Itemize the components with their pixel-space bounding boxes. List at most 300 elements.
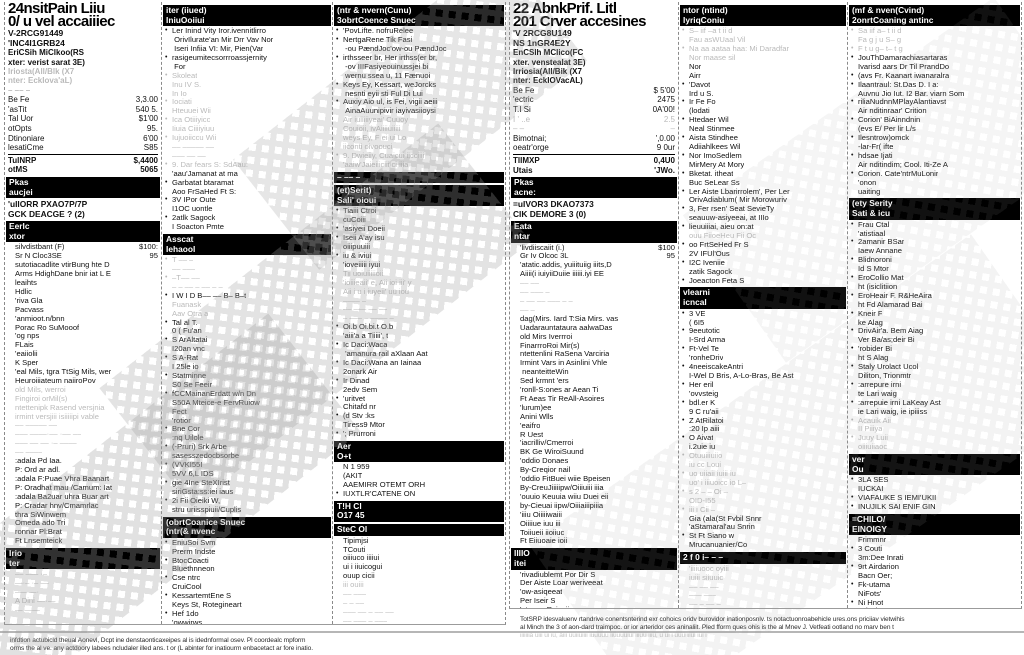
item-text: Bketat. itheat: [689, 169, 734, 178]
price-value: $ 5'00: [653, 85, 675, 95]
item-text: 'lurum)ee: [520, 403, 552, 412]
item-text: Otuuiiiuiio: [689, 452, 723, 461]
list-item: [165, 583, 329, 592]
list-item: [8, 350, 158, 359]
item-text: iuiii siiuuic: [689, 573, 724, 582]
bullet-icon: •: [682, 205, 685, 213]
title-line: 0/ u vel accaiiiec: [8, 13, 115, 30]
list-item: [851, 230, 1018, 239]
list-item: [851, 152, 1018, 161]
bullet-icon: •: [336, 234, 339, 242]
list-item: [513, 571, 675, 580]
item-text: 'ronheDriv: [689, 354, 724, 363]
item-text: Omeda ado Tri: [15, 519, 66, 528]
item-text: II Piiiya: [858, 425, 883, 434]
section-header-line: (ntr & nvern(Cunu): [337, 5, 412, 15]
section-header-line: IyriqConiu: [683, 14, 725, 25]
list-item: [336, 279, 502, 288]
list-item: [513, 324, 675, 333]
vin-line: 'INC4I1GRB24: [8, 37, 65, 48]
list-item: [682, 63, 844, 72]
bullet-icon: •: [165, 71, 168, 79]
bullet-icon: •: [851, 71, 854, 79]
item-text: sasesszedocbsorbe: [172, 452, 240, 461]
item-text: Iseri Infiia VI: Mir, Pien(Var: [172, 45, 264, 53]
item-text: rasigeumitecsorrroassjernity: [172, 53, 267, 62]
item-text: AAEMIRR OTEMT ORH: [343, 481, 426, 490]
list-item: [682, 72, 844, 81]
bullet-icon: •: [682, 240, 685, 248]
item-text: ie Lari waig, ie ipiiiss: [858, 407, 928, 416]
item-text: –– –– ––: [689, 582, 719, 591]
list-item: [682, 434, 844, 443]
sticker-title: [8, 2, 158, 29]
price-row: [513, 124, 675, 134]
list-item: [8, 404, 158, 413]
item-text: (lodati: [689, 107, 710, 116]
list-item: [336, 45, 502, 54]
package-code-line: 'uIIORR PXAO7P/7P: [8, 199, 88, 210]
list-item: [682, 116, 844, 125]
bullet-icon: •: [682, 327, 685, 335]
item-text: Iseii A'ay isu: [343, 234, 385, 243]
list-item: [851, 27, 1018, 36]
list-item: [682, 54, 844, 63]
list-item: [682, 488, 844, 497]
list-item: [851, 408, 1018, 417]
list-item: [8, 306, 158, 315]
list-item: [682, 241, 844, 250]
item-text: oiiiuco iiiiui: [343, 554, 380, 563]
list-item: [851, 265, 1018, 274]
section-header-bar: [163, 234, 331, 255]
bullet-icon: •: [851, 545, 854, 553]
equipment-list: [682, 27, 844, 285]
list-item: [682, 591, 844, 600]
item-text: Keys Ey, Kessart, weJorcks: [343, 80, 437, 89]
item-text: (avs Fr. Kaanart iwanaralra: [858, 71, 950, 80]
item-text: ––– ––––·–– ·–– ––: [15, 430, 82, 439]
price-value: 95.: [146, 124, 158, 133]
bullet-icon: •: [682, 469, 685, 477]
section-header-bar: [163, 5, 331, 26]
list-item: [336, 395, 502, 404]
section-header-line: Iehaool: [166, 243, 196, 254]
list-item: [165, 63, 329, 72]
item-text: ui i iiuicogui: [343, 563, 383, 572]
bullet-icon: •: [165, 556, 168, 564]
list-item: [851, 572, 1018, 581]
item-text: –– –––: [172, 265, 196, 274]
equipment-list: [165, 539, 329, 624]
list-item: [682, 319, 844, 328]
section-header-bar: [334, 501, 504, 522]
list-item: [682, 574, 844, 583]
list-item: [682, 390, 844, 399]
item-text: Her eril: [689, 380, 714, 389]
price-value: S85: [143, 143, 158, 153]
item-text: (AKIT: [343, 472, 363, 481]
item-text: neanteitteWin: [520, 368, 569, 377]
list-item: [682, 36, 844, 45]
section-header-line: Sati & icu: [852, 208, 891, 218]
item-text: Buc SeLear Ss: [689, 178, 740, 187]
item-text: Nor: [689, 62, 702, 71]
list-item: [8, 315, 158, 324]
list-item: [8, 448, 158, 457]
item-text: bdl.er K: [689, 398, 716, 407]
price-value: 9 0ur: [656, 143, 675, 153]
item-text: ( 6I5: [689, 318, 705, 327]
item-text: 'oddio Donaes: [520, 457, 569, 466]
item-text: S50A Mteice-e FervRuiow: [172, 398, 260, 407]
price-label: 'asTit: [8, 104, 27, 114]
item-text: cuCoiii: [343, 216, 366, 225]
item-text: Toiiueii iioiiuc: [520, 528, 565, 537]
price-label: oeatr'orge: [513, 143, 549, 153]
item-text: Iaew Annane: [858, 247, 902, 256]
item-text: I20an vnc: [172, 345, 205, 354]
price-value: 0A'00!: [652, 105, 675, 114]
list-item: [8, 270, 158, 279]
list-item: [336, 54, 502, 63]
bullet-icon: •: [851, 238, 854, 246]
list-item: [336, 63, 502, 72]
list-item: [165, 425, 329, 434]
list-item: [336, 305, 502, 314]
item-text: 'ow-asiqeeat: [520, 588, 563, 597]
item-text: -lar-Fr( ifte: [858, 142, 894, 151]
bullet-icon: •: [851, 134, 854, 142]
item-text: nesnti eyii sti Ful Di Lui: [343, 89, 423, 98]
item-text: [858, 607, 911, 608]
list-item: [851, 581, 1018, 590]
item-text: by-Cieuai iipw/Oiiiaiiipiiia: [520, 501, 604, 510]
list-item: [682, 600, 844, 608]
item-text: Corion' BiAinndnin: [858, 116, 921, 125]
item-text: Tiaiii Ctroi: [343, 207, 377, 216]
bullet-icon: •: [165, 214, 168, 222]
section-header-line: IIIIO: [514, 548, 530, 559]
list-item: [851, 247, 1018, 256]
total-label: TulNRP: [8, 155, 37, 165]
vin-block: [513, 29, 675, 48]
list-item: [682, 214, 844, 223]
sticker-right-column-2: [678, 2, 847, 608]
list-item: [851, 434, 1018, 443]
item-text: –– ––––: [15, 448, 43, 457]
bullet-icon: •: [682, 134, 685, 142]
bullet-icon: •: [851, 291, 854, 299]
item-text: EroCollio Mat: [858, 274, 904, 283]
item-text: –– ––– – –––: [343, 616, 388, 624]
item-text: old Mirs Iverrroi: [520, 332, 573, 341]
section-header-line: IniuOoiiui: [166, 14, 205, 25]
item-text: Hdlic: [15, 287, 32, 296]
spec-line: Irriosia(All/Bik (X7: [513, 67, 582, 76]
item-text: – – ––: [343, 598, 365, 607]
item-text: Ft Eiiuoaie ioii: [520, 537, 568, 546]
item-text: Iujuoiiccu Wii: [172, 134, 217, 143]
bullet-icon: •: [682, 187, 685, 195]
bullet-icon: •: [165, 256, 168, 264]
item-text: sutotiacadlite vtirBung hte D: [15, 261, 110, 270]
item-text: O Aivat: [689, 434, 714, 443]
list-item: [682, 479, 844, 488]
item-text: 'iacrilliv/Cmerroi: [520, 439, 574, 448]
bullet-icon: •: [165, 98, 168, 106]
disclaimer-line: orms the al ve. any actdoory labees ncludaler illed ans. t or (L abinter for inatiourm enbacetact ar fore inatio.: [10, 644, 313, 652]
disclaimer-line: infdtion actubicld theual Aonevl, Dcpt ine denstaonticaxeipes al is idednformal osev. Pl coordealc mpform: [10, 637, 306, 644]
spec-line: Iriosta(All/Blk (X7: [8, 67, 75, 76]
bullet-icon: •: [336, 252, 339, 259]
list-item: [165, 574, 329, 583]
bullet-icon: •: [851, 256, 854, 264]
price-row: [8, 124, 158, 134]
bullet-icon: •: [682, 98, 685, 106]
section-header-line: ter: [9, 557, 20, 568]
list-item: [513, 297, 675, 306]
list-item: [165, 116, 329, 125]
list-item: [165, 274, 329, 283]
list-item: [336, 116, 502, 125]
section-header-line: aucjei: [9, 186, 33, 197]
list-item: [513, 342, 675, 351]
list-item: [682, 461, 844, 470]
list-item: [513, 502, 675, 511]
item-text: I-Wel D Bris, A-Lo-Bras, Be Ast: [689, 372, 794, 380]
item-text: I-Srd Arma: [689, 336, 726, 345]
item-text: –– – –– –: [689, 600, 721, 608]
bullet-icon: •: [682, 80, 685, 88]
sticker-left-column-3: [332, 2, 505, 624]
item-text: Iiuia Ciiiiyiuu: [172, 125, 215, 134]
item-text: Hteuuei Wii: [172, 107, 211, 116]
bullet-icon: •: [165, 27, 168, 35]
bullet-icon: •: [165, 318, 168, 326]
list-item: [513, 306, 675, 315]
list-item: [165, 354, 329, 363]
item-text: (VVKI55I: [172, 461, 203, 470]
item-text: 'livdiiscaiit (i.): [520, 243, 565, 252]
item-text: 'iiiiuooc oyiii: [689, 564, 729, 573]
list-item: [165, 205, 329, 214]
price-value: 3,3.00: [135, 95, 158, 105]
package-code-line: =uIVOR3 DKAO7373: [513, 199, 594, 210]
item-text: 'aaiw'Jaieiiiciii ci iiia: [343, 160, 409, 169]
item-text: Keys St, Rotegineart: [172, 601, 242, 610]
bullet-icon: •: [851, 116, 854, 124]
item-text: zatik Sagock: [689, 267, 733, 276]
item-text: In Io: [172, 89, 187, 98]
list-item: [336, 225, 502, 234]
list-item: [513, 270, 675, 279]
bullet-icon: •: [165, 574, 168, 582]
list-item: [336, 323, 502, 332]
section-header-line: (ety Serity: [852, 198, 893, 209]
item-text: I W I D B–– –– B– B–t: [172, 291, 247, 300]
bullet-icon: •: [165, 336, 168, 344]
list-item: [165, 107, 329, 116]
item-text: Prerm Indste: [172, 547, 216, 556]
list-item: [165, 506, 329, 515]
bullet-icon: •: [336, 394, 339, 402]
item-text: I Soacton Pmte: [172, 223, 224, 232]
list-item: [165, 443, 329, 452]
bullet-icon: •: [851, 503, 854, 511]
section-header-line: acne:: [514, 186, 536, 197]
spec-line: xter. venstealat 3E): [513, 57, 586, 67]
bullet-icon: •: [336, 412, 339, 420]
item-text: Fau asWUaal Vil: [689, 36, 746, 45]
list-item: [8, 324, 158, 333]
item-text: 9. Dwieiiy, Cuaicui iicciiii: [343, 151, 425, 160]
list-item: [682, 27, 844, 36]
item-text: irmint versjiii isiiiiipi vable: [15, 412, 99, 421]
price-row: [8, 105, 158, 115]
equipment-list: [682, 565, 844, 608]
section-header-bar: [849, 5, 1020, 26]
item-text: 3 Couti: [858, 545, 883, 554]
item-text: ––– –––: [689, 591, 717, 600]
item-text: Statminne: [172, 372, 207, 380]
sticker-left: [4, 2, 506, 625]
list-item: [851, 292, 1018, 301]
list-item: [165, 310, 329, 319]
list-item: [8, 243, 158, 252]
item-text: 'riva Gla: [15, 296, 43, 305]
item-price: 95: [666, 252, 675, 261]
vin-line: V-2RCG91449: [8, 28, 64, 38]
item-text: N 1 959: [343, 463, 370, 472]
price-label: I ' ..e: [513, 114, 531, 124]
total-label: TlIMXP: [513, 155, 540, 165]
price-value: ',0.00: [655, 133, 675, 143]
title-line: 22 AbnkPrif. Litl: [513, 2, 617, 17]
item-text: Anini Wlls: [520, 412, 554, 421]
list-item: [336, 234, 502, 243]
section-header-line: ntar: [514, 230, 530, 241]
section-header-line: 2 f 0 i– – –: [683, 552, 724, 563]
item-text: FLais: [15, 341, 34, 350]
list-item: [8, 439, 158, 448]
list-item: [8, 502, 158, 511]
list-item: [165, 610, 329, 619]
list-item: [336, 463, 502, 472]
item-text: seauuw-asiyeeai, at IIIo: [689, 214, 769, 223]
item-text: –– –––: [343, 590, 367, 599]
item-text: — ——: [15, 605, 40, 614]
list-item: [682, 363, 844, 372]
item-text: P: Ord ar adl.: [15, 466, 61, 474]
item-text: 'amanura rail aXlaan Aat: [343, 349, 428, 358]
item-text: Frimmnr: [858, 536, 887, 545]
item-text: gie 4Ine SteXIrist: [172, 478, 230, 487]
list-item: [513, 404, 675, 413]
item-text: 'atistiaal: [858, 229, 886, 238]
list-item: [851, 336, 1018, 345]
item-text: Ic Daci:Wana an Iainaa: [343, 358, 422, 367]
list-item: [513, 315, 675, 324]
equipment-list: [165, 27, 329, 232]
item-text: Ivarisd aars Dr Til PrandDo: [858, 62, 950, 71]
item-text: stru uriisspiuii/Cuplis: [172, 505, 242, 514]
list-item: [851, 54, 1018, 63]
item-text: Pacvass: [15, 305, 44, 314]
list-item: [336, 332, 502, 341]
list-item: [165, 345, 329, 354]
title-line: 201 Crver accesines: [513, 13, 646, 30]
list-item: [165, 408, 329, 417]
list-item: [851, 143, 1018, 152]
section-header-line: itei: [514, 557, 527, 568]
section-header-bar: [6, 221, 160, 242]
list-item: [165, 497, 329, 506]
item-text: 'atatic.addis, yuiiituiig iiits,D: [520, 261, 612, 270]
item-text: Tii uoiuiiiiioii: [343, 269, 384, 278]
list-item: [165, 399, 329, 408]
list-item: [851, 238, 1018, 247]
item-text: Aoo FrSaHed Ft S:: [172, 187, 237, 196]
spec-line: xter: verist sarat 3E): [8, 57, 85, 67]
bullet-icon: •: [851, 398, 854, 406]
item-text: 2i Fii Oieiki W,: [172, 496, 221, 505]
item-text: S ArAltatai: [172, 336, 208, 345]
list-item: [8, 252, 158, 261]
list-item: [336, 143, 502, 152]
price-value: $1'00: [138, 114, 158, 124]
list-item: [8, 537, 158, 546]
item-text: 'eaiiolii: [15, 350, 38, 359]
section-header-bar: [680, 287, 846, 308]
bullet-icon: •: [336, 151, 339, 159]
item-text: 'ouuio Keuuia wiiu Duei eii: [520, 492, 609, 501]
sticker-right: [509, 2, 1022, 609]
totals-block: [8, 154, 158, 175]
list-item: [851, 116, 1018, 125]
section-header-line: (ntr(& nvenc: [166, 526, 216, 537]
item-text: EniuSoi Svm: [172, 538, 216, 547]
item-text: iu & iviui: [343, 252, 372, 260]
list-item: [682, 381, 844, 390]
list-item: [851, 607, 1018, 608]
list-item: [682, 336, 844, 345]
item-text: Garbatat btaramat: [172, 178, 234, 187]
list-item: [336, 243, 502, 252]
item-text: wernu ssea u, 11 Fænuoi: [343, 71, 431, 80]
list-item: [851, 417, 1018, 426]
item-text: Diliton, Trionmtr: [858, 372, 912, 380]
list-item: [682, 232, 844, 241]
item-text: oo FrtSeHed Fr S: [689, 240, 749, 249]
list-item: [513, 588, 675, 597]
item-text: weys Ey, F ei ui Lo: [343, 134, 407, 143]
bullet-icon: •: [165, 443, 168, 451]
spec-line: EnCSIh MCIico(FC: [513, 48, 584, 58]
list-item: [336, 581, 502, 590]
list-item: [682, 125, 844, 134]
item-text: ouu FiioeHeu Fii Oc: [689, 232, 757, 241]
list-item: [165, 27, 329, 36]
item-text: Auxiy Aio ul, is Fei, vigii aeiii: [343, 98, 438, 107]
list-item: [851, 327, 1018, 336]
item-text: Inu IV S.: [172, 80, 202, 89]
list-item: [165, 54, 329, 63]
item-text: IUCKAI: [858, 485, 884, 494]
list-item: [8, 386, 158, 395]
list-item: [336, 134, 502, 143]
list-item: [513, 484, 675, 493]
